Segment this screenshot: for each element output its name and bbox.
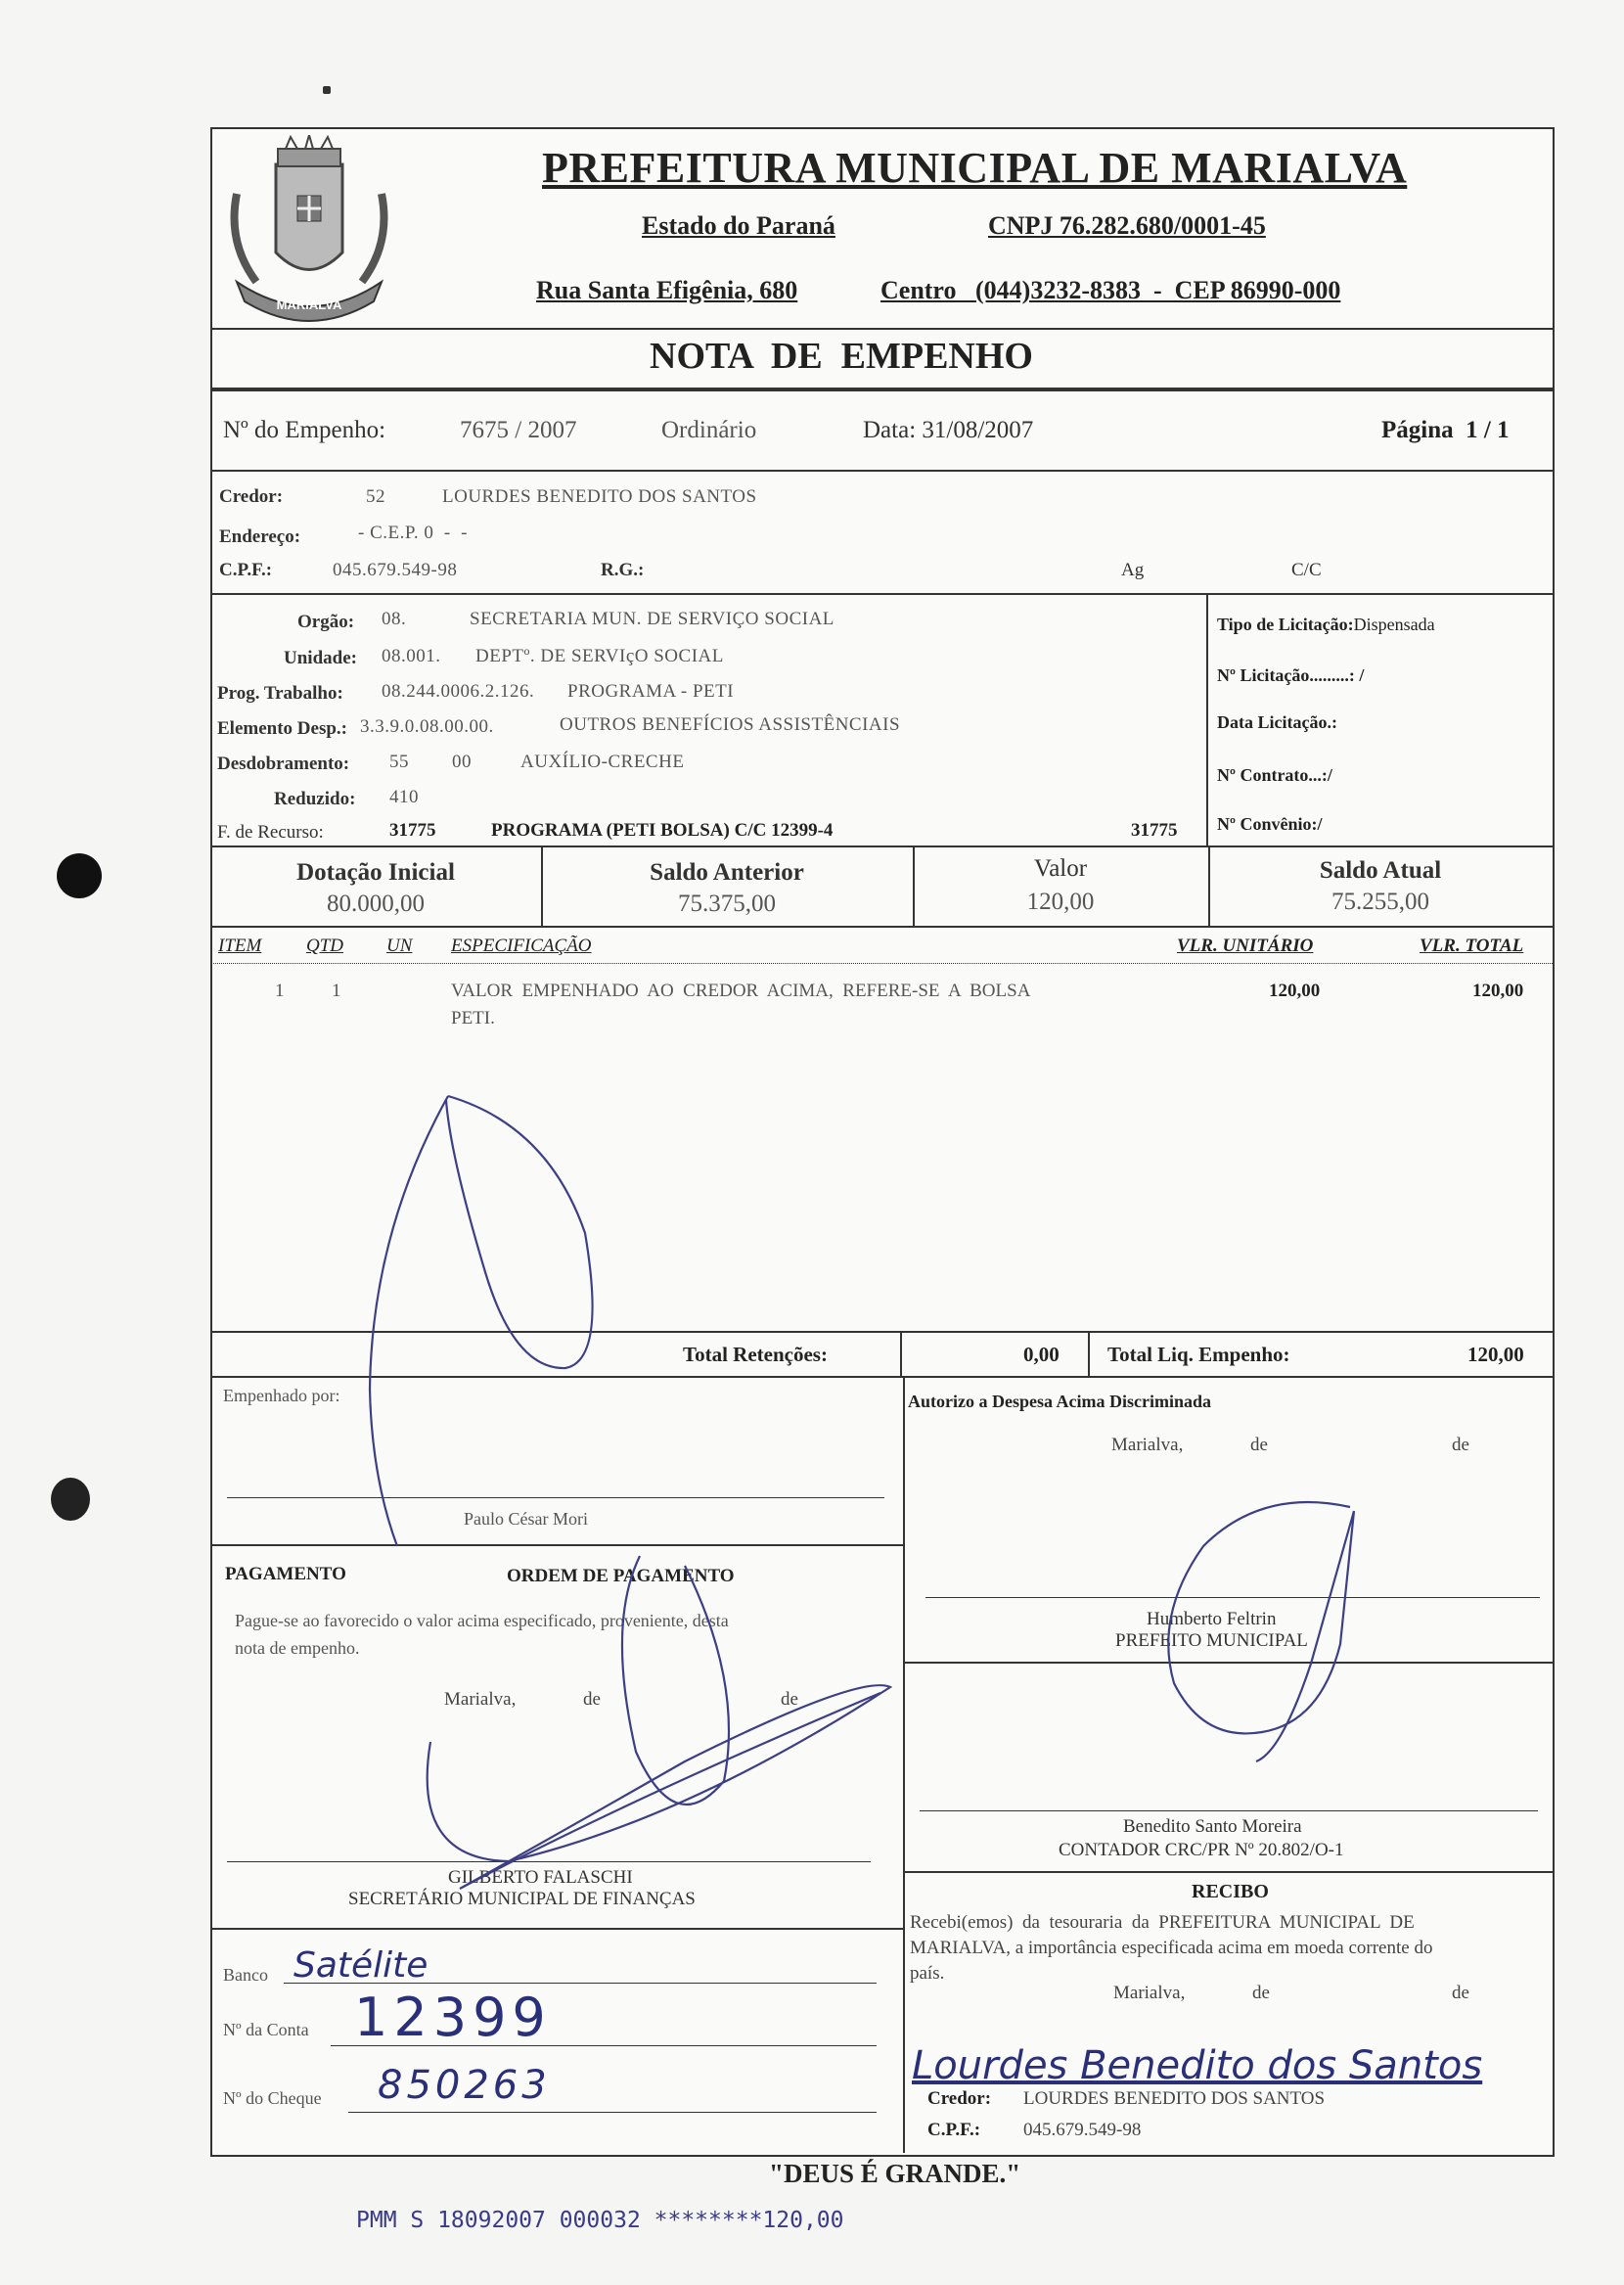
orgao-label: Orgão: bbox=[297, 612, 355, 632]
conta-label: Nº da Conta bbox=[223, 2020, 309, 2039]
elemento-cod: 3.3.9.0.08.00.00. bbox=[360, 716, 494, 737]
saldo-atual-label: Saldo Atual bbox=[1319, 857, 1442, 884]
rg-label: R.G.: bbox=[601, 560, 645, 580]
credor-label: Credor: bbox=[219, 486, 284, 507]
desdob-nome: AUXÍLIO-CRECHE bbox=[520, 752, 685, 772]
licitacao-tipo-valor: Dispensada bbox=[1353, 615, 1435, 634]
reduzido-valor: 410 bbox=[389, 787, 419, 807]
recibo-texto-2: MARIALVA, a importância especificada acima em moeda corrente do bbox=[910, 1938, 1433, 1958]
valor-valor: 120,00 bbox=[1026, 889, 1095, 915]
recibo-cpf: 045.679.549-98 bbox=[1023, 2120, 1142, 2140]
autorizo-de-2: de bbox=[1452, 1435, 1469, 1455]
ag-label: Ag bbox=[1121, 560, 1145, 580]
cpf-valor: 045.679.549-98 bbox=[333, 560, 458, 580]
elemento-label: Elemento Desp.: bbox=[217, 718, 347, 739]
header-cnpj: CNPJ 76.282.680/0001-45 bbox=[988, 211, 1266, 240]
autorizo-de-1: de bbox=[1250, 1435, 1268, 1455]
recurso-cod: 31775 bbox=[389, 820, 436, 841]
item-qtd: 1 bbox=[332, 981, 341, 1001]
licitacao-convenio: Nº Convênio:/ bbox=[1217, 814, 1323, 834]
valor-label: Valor bbox=[1033, 855, 1088, 882]
secretario-nome: GILBERTO FALASCHI bbox=[448, 1867, 633, 1888]
licitacao-contrato: Nº Contrato...:/ bbox=[1217, 765, 1332, 785]
prog-nome: PROGRAMA - PETI bbox=[567, 681, 735, 702]
recibo-credor-label: Credor: bbox=[927, 2088, 992, 2109]
recibo-credor-nome: LOURDES BENEDITO DOS SANTOS bbox=[1023, 2088, 1326, 2109]
page-number: Página 1 / 1 bbox=[1381, 417, 1510, 443]
empenho-number-label: Nº do Empenho: bbox=[223, 417, 386, 443]
desdob-sub: 00 bbox=[452, 752, 472, 772]
contador-nome: Benedito Santo Moreira bbox=[1123, 1816, 1302, 1837]
unidade-nome: DEPTº. DE SERVIçO SOCIAL bbox=[475, 646, 724, 666]
header-endereco: Rua Santa Efigênia, 680 bbox=[536, 276, 798, 304]
item-vlr-total: 120,00 bbox=[1472, 981, 1524, 1001]
endereco-valor: - C.E.P. 0 - - bbox=[358, 523, 468, 543]
item-especificacao-1: VALOR EMPENHADO AO CREDOR ACIMA, REFERE-SE A BOLSA bbox=[451, 981, 1031, 1001]
contador-cargo: CONTADOR CRC/PR Nº 20.802/O-1 bbox=[1059, 1840, 1344, 1860]
pagamento-local: Marialva, bbox=[444, 1689, 517, 1710]
total-retencoes-label: Total Retenções: bbox=[683, 1343, 828, 1366]
banco-valor: Satélite bbox=[293, 1945, 429, 1986]
licitacao-numero: Nº Licitação.........: / bbox=[1217, 665, 1365, 685]
pagamento-de-2: de bbox=[781, 1689, 798, 1710]
prog-label: Prog. Trabalho: bbox=[217, 683, 343, 704]
dotacao-inicial-label: Dotação Inicial bbox=[296, 859, 455, 886]
cheque-label: Nº do Cheque bbox=[223, 2088, 322, 2108]
licitacao-data: Data Licitação.: bbox=[1217, 712, 1337, 732]
pagamento-texto-1: Pague-se ao favorecido o valor acima especificado, proveniente, desta bbox=[235, 1611, 729, 1630]
total-liquido-label: Total Liq. Empenho: bbox=[1107, 1343, 1290, 1366]
prefeito-nome: Humberto Feltrin bbox=[1147, 1609, 1277, 1629]
desdob-label: Desdobramento: bbox=[217, 754, 350, 774]
unidade-cod: 08.001. bbox=[382, 646, 441, 666]
item-number: 1 bbox=[275, 981, 285, 1001]
saldo-atual-valor: 75.255,00 bbox=[1331, 889, 1429, 915]
empenhado-por-label: Empenhado por: bbox=[223, 1386, 340, 1405]
saldo-anterior-label: Saldo Anterior bbox=[650, 859, 804, 886]
elemento-nome: OUTROS BENEFÍCIOS ASSISTÊNCIAIS bbox=[560, 714, 901, 735]
svg-text:MARIALVA: MARIALVA bbox=[276, 297, 342, 312]
prog-cod: 08.244.0006.2.126. bbox=[382, 681, 535, 702]
col-item: ITEM bbox=[218, 936, 262, 956]
recurso-label: F. de Recurso: bbox=[217, 822, 324, 843]
item-vlr-unitario: 120,00 bbox=[1269, 981, 1321, 1001]
empenho-number: 7675 / 2007 bbox=[460, 417, 577, 443]
pagamento-de-1: de bbox=[583, 1689, 601, 1710]
col-vlr-unitario: VLR. UNITÁRIO bbox=[1177, 936, 1314, 956]
licitacao-tipo-label: Tipo de Licitação: bbox=[1217, 615, 1354, 634]
desdob-cod: 55 bbox=[389, 752, 409, 772]
recibo-local: Marialva, bbox=[1113, 1983, 1186, 2003]
total-retencoes-valor: 0,00 bbox=[1023, 1343, 1060, 1366]
cc-label: C/C bbox=[1291, 560, 1322, 580]
prefeito-cargo: PREFEITO MUNICIPAL bbox=[1115, 1630, 1308, 1651]
empenho-data: Data: 31/08/2007 bbox=[863, 417, 1034, 443]
recibo-texto-3: país. bbox=[910, 1963, 945, 1984]
ordem-pagamento-label: ORDEM DE PAGAMENTO bbox=[507, 1566, 735, 1586]
recurso-cod2: 31775 bbox=[1131, 820, 1178, 841]
conta-valor: 12399 bbox=[354, 1987, 552, 2048]
recibo-de-1: de bbox=[1252, 1983, 1270, 2003]
endereco-label: Endereço: bbox=[219, 526, 301, 547]
recibo-cpf-label: C.P.F.: bbox=[927, 2120, 981, 2140]
cpf-label: C.P.F.: bbox=[219, 560, 273, 580]
cheque-valor: 850263 bbox=[378, 2063, 551, 2108]
empenho-tipo: Ordinário bbox=[661, 417, 757, 443]
empenhado-por-nome: Paulo César Mori bbox=[464, 1509, 588, 1529]
document-title: NOTA DE EMPENHO bbox=[650, 336, 1033, 377]
recibo-assinatura: Lourdes Benedito dos Santos bbox=[912, 2043, 1483, 2088]
recurso-nome: PROGRAMA (PETI BOLSA) C/C 12399-4 bbox=[491, 820, 834, 841]
col-un: UN bbox=[386, 936, 413, 956]
pagamento-label: PAGAMENTO bbox=[225, 1564, 346, 1584]
orgao-cod: 08. bbox=[382, 609, 407, 629]
col-especificacao: ESPECIFICAÇÃO bbox=[451, 936, 592, 956]
unidade-label: Unidade: bbox=[284, 648, 357, 668]
col-qtd: QTD bbox=[306, 936, 344, 956]
orgao-nome: SECRETARIA MUN. DE SERVIÇO SOCIAL bbox=[470, 609, 835, 629]
reduzido-label: Reduzido: bbox=[274, 789, 356, 809]
saldo-anterior-valor: 75.375,00 bbox=[678, 891, 776, 917]
recibo-label: RECIBO bbox=[1192, 1881, 1269, 1902]
recibo-de-2: de bbox=[1452, 1983, 1469, 2003]
autorizo-local: Marialva, bbox=[1111, 1435, 1184, 1455]
credor-nome: LOURDES BENEDITO DOS SANTOS bbox=[442, 486, 757, 507]
col-vlr-total: VLR. TOTAL bbox=[1420, 936, 1524, 956]
item-especificacao-2: PETI. bbox=[451, 1008, 495, 1028]
dotacao-inicial-valor: 80.000,00 bbox=[327, 891, 425, 917]
credor-codigo: 52 bbox=[366, 486, 385, 507]
footer-motto: "DEUS É GRANDE." bbox=[769, 2159, 1021, 2188]
recibo-texto-1: Recebi(emos) da tesouraria da PREFEITURA MUNICIPAL DE bbox=[910, 1912, 1415, 1933]
banco-label: Banco bbox=[223, 1965, 268, 1985]
total-liquido-valor: 120,00 bbox=[1467, 1343, 1524, 1366]
header-title: PREFEITURA MUNICIPAL DE MARIALVA bbox=[542, 144, 1408, 192]
pagamento-texto-2: nota de empenho. bbox=[235, 1638, 360, 1658]
autorizo-label: Autorizo a Despesa Acima Discriminada bbox=[908, 1392, 1211, 1411]
header-estado: Estado do Paraná bbox=[642, 211, 835, 240]
secretario-cargo: SECRETÁRIO MUNICIPAL DE FINANÇAS bbox=[348, 1889, 696, 1909]
header-contato: Centro (044)3232-8383 - CEP 86990-000 bbox=[880, 276, 1341, 304]
payment-stamp: PMM S 18092007 000032 ********120,00 bbox=[356, 2208, 844, 2233]
